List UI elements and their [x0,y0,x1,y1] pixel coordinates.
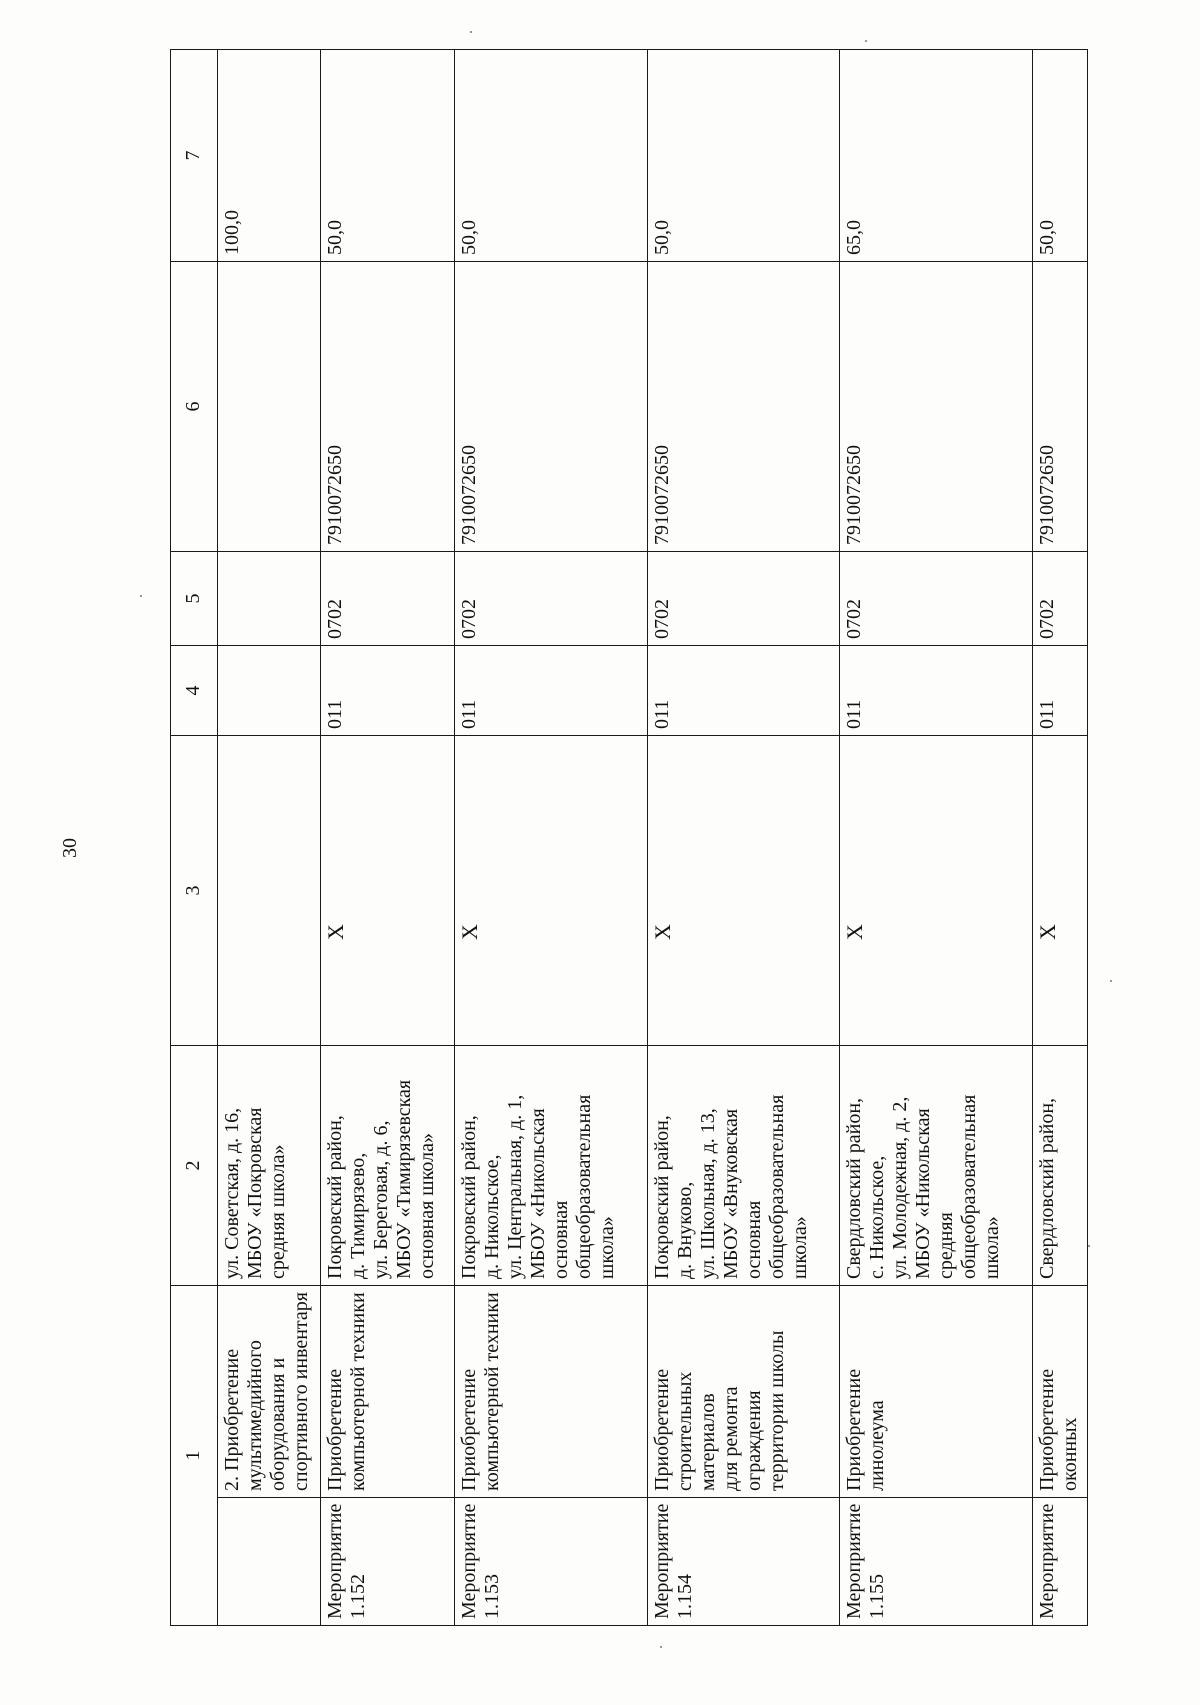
table-row [455,50,647,1626]
scan-speck [140,595,142,597]
address-cell: Покровский район, д. Внуково, ул. Школьная, д. 13, МБОУ «Внуковская основная общеобразовательная школа» [647,1046,839,1286]
mark-cell: X [321,736,455,1046]
mark-cell: X [647,736,839,1046]
scan-speck [1110,980,1112,982]
event-name-cell: Приобретение строительных материалов для ремонта ограждения территории школы [647,1286,839,1498]
event-id-cell: Мероприятие 1.155 [840,1498,1032,1626]
header-col-7: 7 [171,50,218,262]
target-article-cell: 7910072650 [321,262,455,552]
amount-cell: 50,0 [647,50,839,262]
table-row [1032,50,1087,1626]
scan-speck [865,40,867,42]
page-number: 30 [59,838,81,858]
target-article-cell: 7910072650 [455,262,647,552]
section-cell: 0702 [647,552,839,646]
section-cell: 0702 [1032,552,1087,646]
scan-speck [470,31,472,33]
header-col-2: 2 [171,1046,218,1286]
section-cell: 0702 [321,552,455,646]
event-id-cell: Мероприятие 1.153 [455,1498,647,1626]
event-name-cell: Приобретение компьютерной техники [321,1286,455,1498]
code-cell: 011 [1032,646,1087,736]
mark-cell: X [840,736,1032,1046]
target-article-cell: 7910072650 [647,262,839,552]
code-cell: 011 [647,646,839,736]
event-id-cell: Мероприятие 1.152 [321,1498,455,1626]
mark-cell: X [455,736,647,1046]
address-cell: Свердловский район, [1032,1046,1087,1286]
target-article-cell [217,262,321,552]
address-cell: ул. Советская, д. 16, МБОУ «Покровская средняя школа» [217,1046,321,1286]
mark-cell [217,736,321,1046]
amount-cell: 50,0 [321,50,455,262]
event-id-cell [217,1498,321,1626]
header-col-6: 6 [171,262,218,552]
event-id-cell: Мероприятие 1.154 [647,1498,839,1626]
section-cell: 0702 [455,552,647,646]
code-cell: 011 [840,646,1032,736]
event-name-cell: Приобретение компьютерной техники [455,1286,647,1498]
amount-cell: 50,0 [1032,50,1087,262]
table-row [321,50,455,1626]
header-row [171,50,218,1626]
event-id-cell: Мероприятие [1032,1498,1087,1626]
header-col-1: 1 [171,1286,218,1626]
code-cell: 011 [321,646,455,736]
amount-cell: 50,0 [455,50,647,262]
event-name-cell: Приобретение оконных [1032,1286,1087,1498]
event-name-cell: 2. Приобретение мультимедийного оборудования и спортивного инвентаря [217,1286,321,1498]
header-col-5: 5 [171,552,218,646]
code-cell: 011 [455,646,647,736]
table-row [647,50,839,1626]
scan-speck [660,1646,662,1648]
budget-table [170,49,1088,1626]
section-cell: 0702 [840,552,1032,646]
event-name-cell: Приобретение линолеума [840,1286,1032,1498]
mark-cell: X [1032,736,1087,1046]
scan-speck [1088,1245,1090,1247]
amount-cell: 100,0 [217,50,321,262]
header-col-4: 4 [171,646,218,736]
table-row [217,50,321,1626]
header-col-3: 3 [171,736,218,1046]
code-cell [217,646,321,736]
target-article-cell: 7910072650 [840,262,1032,552]
rotated-table-container [170,50,1088,1626]
address-cell: Покровский район, д. Никольское, ул. Центральная, д. 1, МБОУ «Никольская основная общеобразовательная школа» [455,1046,647,1286]
section-cell [217,552,321,646]
address-cell: Свердловский район, с. Никольское, ул. Молодежная, д. 2, МБОУ «Никольская средняя общеобразовательная школа» [840,1046,1032,1286]
target-article-cell: 7910072650 [1032,262,1087,552]
table-row [840,50,1032,1626]
amount-cell: 65,0 [840,50,1032,262]
address-cell: Покровский район, д. Тимирязево, ул. Береговая, д. 6, МБОУ «Тимирязевская основная школа» [321,1046,455,1286]
